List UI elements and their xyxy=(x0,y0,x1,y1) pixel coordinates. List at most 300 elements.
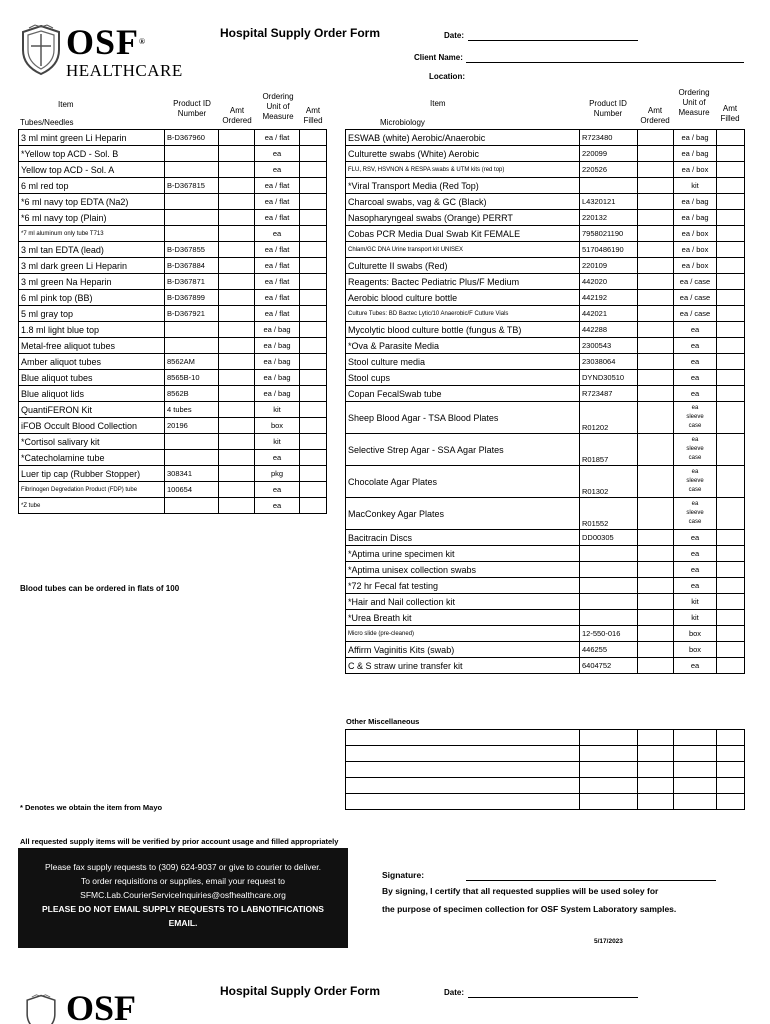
product-id: 220099 xyxy=(580,146,638,162)
unit-of-measure: box xyxy=(255,418,300,434)
unit-of-measure: ea / box xyxy=(674,226,717,242)
amt-filled-cell[interactable] xyxy=(300,482,327,498)
unit-of-measure: ea xyxy=(674,658,717,674)
email-address: SFMC.Lab.CourierServiceInquiries@osfhealthcare.org xyxy=(80,890,286,900)
date-field[interactable] xyxy=(468,40,638,41)
misc-cell[interactable] xyxy=(346,730,580,746)
product-id xyxy=(580,562,638,578)
product-id: 442288 xyxy=(580,322,638,338)
misc-cell[interactable] xyxy=(638,794,674,810)
micro-row xyxy=(346,578,745,594)
item-name: 1.8 ml light blue top xyxy=(19,322,165,338)
signature-field[interactable] xyxy=(466,880,716,881)
amt-filled-cell[interactable] xyxy=(300,450,327,466)
misc-cell[interactable] xyxy=(580,730,638,746)
amt-filled-cell[interactable] xyxy=(717,210,745,226)
product-id: L4320121 xyxy=(580,194,638,210)
amt-ordered-cell[interactable] xyxy=(219,402,255,418)
location-label: Location: xyxy=(429,72,465,81)
amt-filled-cell[interactable] xyxy=(717,498,745,530)
amt-filled-cell[interactable] xyxy=(717,290,745,306)
product-id: DYND30510 xyxy=(580,370,638,386)
unit-of-measure: ea / case xyxy=(674,306,717,322)
unit-of-measure: ea xyxy=(255,226,300,242)
tubes-row xyxy=(19,482,327,498)
tubes-row xyxy=(19,146,327,162)
item-name: *Yellow top ACD - Sol. B xyxy=(19,146,165,162)
amt-ordered-cell[interactable] xyxy=(638,322,674,338)
amt-ordered-cell[interactable] xyxy=(219,322,255,338)
amt-filled-cell[interactable] xyxy=(300,402,327,418)
amt-filled-cell[interactable] xyxy=(717,274,745,290)
amt-filled-cell[interactable] xyxy=(300,354,327,370)
amt-ordered-cell[interactable] xyxy=(638,194,674,210)
tubes-row xyxy=(19,386,327,402)
unit-of-measure: ea xyxy=(255,482,300,498)
misc-row xyxy=(346,730,745,746)
amt-ordered-cell[interactable] xyxy=(219,210,255,226)
item-name: 6 ml pink top (BB) xyxy=(19,290,165,306)
unit-of-measure: ea / flat xyxy=(255,242,300,258)
amt-filled-cell[interactable] xyxy=(717,178,745,194)
item-name: Stool culture media xyxy=(346,354,580,370)
misc-cell[interactable] xyxy=(346,746,580,762)
unit-of-measure: ea xyxy=(674,530,717,546)
unit-of-measure: ea / bag xyxy=(255,338,300,354)
right-header-item: Item xyxy=(430,99,446,108)
unit-of-measure: ea / bag xyxy=(674,146,717,162)
footer-logo xyxy=(20,990,160,1024)
product-id: 220132 xyxy=(580,210,638,226)
unit-of-measure: ea xyxy=(674,546,717,562)
tubes-row xyxy=(19,290,327,306)
product-id xyxy=(580,578,638,594)
unit-of-measure: ea xyxy=(674,562,717,578)
product-id: 442192 xyxy=(580,290,638,306)
amt-filled-cell[interactable] xyxy=(300,242,327,258)
misc-cell[interactable] xyxy=(580,762,638,778)
item-name: Cobas PCR Media Dual Swab Kit FEMALE xyxy=(346,226,580,242)
item-name: *Cortisol salivary kit xyxy=(19,434,165,450)
amt-filled-cell[interactable] xyxy=(717,386,745,402)
product-id: 308341 xyxy=(165,466,219,482)
item-name: Yellow top ACD - Sol. A xyxy=(19,162,165,178)
amt-ordered-cell[interactable] xyxy=(638,178,674,194)
amt-ordered-cell[interactable] xyxy=(219,498,255,514)
item-name: Nasopharyngeal swabs (Orange) PERRT xyxy=(346,210,580,226)
tubes-row xyxy=(19,242,327,258)
footer-shield-icon xyxy=(20,994,62,1024)
amt-filled-cell[interactable] xyxy=(717,466,745,498)
unit-of-measure: ea xyxy=(255,162,300,178)
fax-line: Please fax supply requests to (309) 624-9037 or give to courier to deliver. xyxy=(45,862,321,872)
amt-filled-cell[interactable] xyxy=(717,194,745,210)
product-id: DD00305 xyxy=(580,530,638,546)
unit-of-measure: kit xyxy=(674,178,717,194)
item-name: *Urea Breath kit xyxy=(346,610,580,626)
amt-ordered-cell[interactable] xyxy=(638,338,674,354)
product-id xyxy=(165,194,219,210)
unit-of-measure: ea / box xyxy=(674,162,717,178)
amt-ordered-cell[interactable] xyxy=(219,226,255,242)
tubes-row xyxy=(19,434,327,450)
unit-of-measure: ea / flat xyxy=(255,290,300,306)
misc-cell[interactable] xyxy=(717,794,745,810)
amt-ordered-cell[interactable] xyxy=(638,610,674,626)
product-id xyxy=(580,594,638,610)
amt-ordered-cell[interactable] xyxy=(638,594,674,610)
item-name: Charcoal swabs, vag & GC (Black) xyxy=(346,194,580,210)
amt-filled-cell[interactable] xyxy=(300,434,327,450)
amt-filled-cell[interactable] xyxy=(717,258,745,274)
right-section-microbiology: Microbiology xyxy=(380,118,425,127)
footer-date-field[interactable] xyxy=(468,997,638,998)
item-name: *Aptima urine specimen kit xyxy=(346,546,580,562)
amt-filled-cell[interactable] xyxy=(300,338,327,354)
left-header-product-id: Product ID Number xyxy=(173,99,211,118)
misc-row xyxy=(346,762,745,778)
amt-ordered-cell[interactable] xyxy=(638,434,674,466)
tubes-row xyxy=(19,418,327,434)
misc-cell[interactable] xyxy=(717,778,745,794)
unit-of-measure: ea xyxy=(674,370,717,386)
amt-filled-cell[interactable] xyxy=(300,274,327,290)
amt-filled-cell[interactable] xyxy=(717,242,745,258)
amt-filled-cell[interactable] xyxy=(300,498,327,514)
unit-of-measure: ea xyxy=(255,450,300,466)
amt-ordered-cell[interactable] xyxy=(638,306,674,322)
misc-cell[interactable] xyxy=(346,794,580,810)
client-name-field[interactable] xyxy=(466,62,744,63)
product-id: 5170486190 xyxy=(580,242,638,258)
amt-filled-cell[interactable] xyxy=(717,530,745,546)
product-id xyxy=(165,434,219,450)
product-id: B-D367921 xyxy=(165,306,219,322)
misc-row xyxy=(346,794,745,810)
item-name: ESWAB (white) Aerobic/Anaerobic xyxy=(346,130,580,146)
micro-row xyxy=(346,322,745,338)
amt-ordered-cell[interactable] xyxy=(219,482,255,498)
amt-ordered-cell[interactable] xyxy=(638,210,674,226)
product-id: R01857 xyxy=(580,434,638,466)
tubes-row xyxy=(19,466,327,482)
form-title: Hospital Supply Order Form xyxy=(220,26,381,40)
amt-ordered-cell[interactable] xyxy=(638,658,674,674)
amt-ordered-cell[interactable] xyxy=(219,370,255,386)
tubes-row xyxy=(19,354,327,370)
misc-cell[interactable] xyxy=(638,778,674,794)
amt-ordered-cell[interactable] xyxy=(638,162,674,178)
product-id: 220109 xyxy=(580,258,638,274)
misc-cell[interactable] xyxy=(346,762,580,778)
signature-label: Signature: xyxy=(382,870,425,880)
amt-ordered-cell[interactable] xyxy=(219,338,255,354)
product-id: 12-550-016 xyxy=(580,626,638,642)
tubes-row xyxy=(19,274,327,290)
item-name: QuantiFERON Kit xyxy=(19,402,165,418)
amt-filled-cell[interactable] xyxy=(300,130,327,146)
left-header-item: Item xyxy=(58,100,74,109)
item-name: *72 hr Fecal fat testing xyxy=(346,578,580,594)
amt-filled-cell[interactable] xyxy=(717,434,745,466)
product-id: B-D367960 xyxy=(165,130,219,146)
product-id: 20196 xyxy=(165,418,219,434)
amt-ordered-cell[interactable] xyxy=(638,354,674,370)
amt-filled-cell[interactable] xyxy=(717,546,745,562)
amt-ordered-cell[interactable] xyxy=(638,386,674,402)
micro-row xyxy=(346,530,745,546)
product-id xyxy=(165,322,219,338)
product-id: 8562AM xyxy=(165,354,219,370)
amt-ordered-cell[interactable] xyxy=(219,178,255,194)
item-name: Mycolytic blood culture bottle (fungus & TB) xyxy=(346,322,580,338)
footer-date-label: Date: xyxy=(444,988,465,997)
unit-of-measure: ea / bag xyxy=(255,370,300,386)
left-header-amt-ordered: Amt Ordered xyxy=(222,106,252,125)
item-name: *6 ml navy top EDTA (Na2) xyxy=(19,194,165,210)
amt-filled-cell[interactable] xyxy=(717,626,745,642)
amt-ordered-cell[interactable] xyxy=(219,194,255,210)
amt-filled-cell[interactable] xyxy=(300,306,327,322)
amt-filled-cell[interactable] xyxy=(717,658,745,674)
logo-subtext: HEALTHCARE xyxy=(66,61,183,80)
amt-ordered-cell[interactable] xyxy=(638,242,674,258)
amt-filled-cell[interactable] xyxy=(300,258,327,274)
item-name: *6 ml navy top (Plain) xyxy=(19,210,165,226)
unit-of-measure: kit xyxy=(255,434,300,450)
amt-ordered-cell[interactable] xyxy=(219,146,255,162)
misc-cell[interactable] xyxy=(638,746,674,762)
amt-filled-cell[interactable] xyxy=(300,146,327,162)
amt-filled-cell[interactable] xyxy=(717,322,745,338)
unit-of-measure: ea / bag xyxy=(674,194,717,210)
misc-cell[interactable] xyxy=(674,762,717,778)
product-id: R723480 xyxy=(580,130,638,146)
amt-filled-cell[interactable] xyxy=(300,178,327,194)
item-name: 3 ml tan EDTA (lead) xyxy=(19,242,165,258)
amt-filled-cell[interactable] xyxy=(300,226,327,242)
unit-of-measure: ea / bag xyxy=(255,322,300,338)
unit-of-measure: ea / case xyxy=(674,274,717,290)
amt-ordered-cell[interactable] xyxy=(219,354,255,370)
unit-of-measure: kit xyxy=(255,402,300,418)
amt-ordered-cell[interactable] xyxy=(219,274,255,290)
amt-ordered-cell[interactable] xyxy=(638,370,674,386)
product-id: B-D367855 xyxy=(165,242,219,258)
amt-ordered-cell[interactable] xyxy=(638,530,674,546)
item-name: Blue aliquot lids xyxy=(19,386,165,402)
date-label: Date: xyxy=(444,31,465,40)
amt-ordered-cell[interactable] xyxy=(638,562,674,578)
amt-ordered-cell[interactable] xyxy=(219,418,255,434)
amt-filled-cell[interactable] xyxy=(300,290,327,306)
misc-cell[interactable] xyxy=(674,794,717,810)
unit-of-measure: ea / bag xyxy=(255,386,300,402)
amt-ordered-cell[interactable] xyxy=(638,226,674,242)
email-instructions: To order requisitions or supplies, email your request to xyxy=(80,876,286,886)
amt-filled-cell[interactable] xyxy=(717,226,745,242)
micro-row xyxy=(346,306,745,322)
misc-cell[interactable] xyxy=(580,794,638,810)
amt-filled-cell[interactable] xyxy=(717,562,745,578)
item-name: Culturette II swabs (Red) xyxy=(346,258,580,274)
unit-of-measure: ea / bag xyxy=(674,210,717,226)
amt-ordered-cell[interactable] xyxy=(219,434,255,450)
amt-filled-cell[interactable] xyxy=(717,146,745,162)
amt-ordered-cell[interactable] xyxy=(638,130,674,146)
misc-cell[interactable] xyxy=(674,778,717,794)
tubes-row xyxy=(19,370,327,386)
unit-of-measure: ea sleeve case xyxy=(674,498,717,530)
amt-ordered-cell[interactable] xyxy=(219,258,255,274)
item-name: 3 ml mint green Li Heparin xyxy=(19,130,165,146)
misc-cell[interactable] xyxy=(717,730,745,746)
amt-ordered-cell[interactable] xyxy=(638,546,674,562)
item-name: iFOB Occult Blood Collection xyxy=(19,418,165,434)
product-id: R01302 xyxy=(580,466,638,498)
micro-row xyxy=(346,466,745,498)
tubes-needles-table xyxy=(18,129,327,514)
product-id: 8562B xyxy=(165,386,219,402)
amt-filled-cell[interactable] xyxy=(300,194,327,210)
unit-of-measure: ea / flat xyxy=(255,306,300,322)
amt-ordered-cell[interactable] xyxy=(219,386,255,402)
misc-row xyxy=(346,746,745,762)
product-id: B-D367871 xyxy=(165,274,219,290)
product-id xyxy=(580,610,638,626)
amt-ordered-cell[interactable] xyxy=(219,306,255,322)
amt-filled-cell[interactable] xyxy=(717,306,745,322)
amt-ordered-cell[interactable] xyxy=(219,290,255,306)
product-id xyxy=(580,546,638,562)
item-name: Affirm Vaginitis Kits (swab) xyxy=(346,642,580,658)
product-id: 442020 xyxy=(580,274,638,290)
amt-filled-cell[interactable] xyxy=(717,354,745,370)
revision-date: 5/17/2023 xyxy=(594,938,623,945)
amt-ordered-cell[interactable] xyxy=(219,466,255,482)
item-name: Reagents: Bactec Pediatric Plus/F Medium xyxy=(346,274,580,290)
tubes-row xyxy=(19,130,327,146)
item-name: *Viral Transport Media (Red Top) xyxy=(346,178,580,194)
tubes-row xyxy=(19,210,327,226)
micro-row xyxy=(346,290,745,306)
item-name: Selective Strep Agar - SSA Agar Plates xyxy=(346,434,580,466)
warning-line: PLEASE DO NOT EMAIL SUPPLY REQUESTS TO LABNOTIFICATIONS xyxy=(42,904,324,914)
right-header-product-id: Product ID Number xyxy=(589,99,627,118)
product-id: 8565B-10 xyxy=(165,370,219,386)
item-name: Copan FecalSwab tube xyxy=(346,386,580,402)
amt-ordered-cell[interactable] xyxy=(638,274,674,290)
micro-row xyxy=(346,194,745,210)
micro-row xyxy=(346,610,745,626)
amt-filled-cell[interactable] xyxy=(717,402,745,434)
amt-filled-cell[interactable] xyxy=(717,338,745,354)
item-name: Chlam/GC DNA Urine transport kit UNISEX xyxy=(346,242,580,258)
amt-ordered-cell[interactable] xyxy=(219,130,255,146)
certify-line-2: the purpose of specimen collection for OSF System Laboratory samples. xyxy=(382,904,677,914)
logo-text: OSF® xyxy=(66,22,146,62)
left-header-amt-filled: Amt Filled xyxy=(303,106,323,125)
product-id: 7958021190 xyxy=(580,226,638,242)
amt-filled-cell[interactable] xyxy=(300,418,327,434)
micro-row xyxy=(346,562,745,578)
amt-filled-cell[interactable] xyxy=(300,370,327,386)
amt-filled-cell[interactable] xyxy=(300,466,327,482)
unit-of-measure: ea xyxy=(674,386,717,402)
mayo-note: * Denotes we obtain the item from Mayo xyxy=(20,803,163,812)
misc-cell[interactable] xyxy=(580,778,638,794)
item-name: Chocolate Agar Plates xyxy=(346,466,580,498)
amt-ordered-cell[interactable] xyxy=(638,146,674,162)
micro-row xyxy=(346,226,745,242)
amt-filled-cell[interactable] xyxy=(717,370,745,386)
unit-of-measure: box xyxy=(674,642,717,658)
product-id xyxy=(165,146,219,162)
product-id: B-D367815 xyxy=(165,178,219,194)
amt-ordered-cell[interactable] xyxy=(638,290,674,306)
product-id xyxy=(165,210,219,226)
misc-cell[interactable] xyxy=(638,762,674,778)
amt-filled-cell[interactable] xyxy=(300,210,327,226)
micro-row xyxy=(346,626,745,642)
unit-of-measure: ea / bag xyxy=(255,354,300,370)
unit-of-measure: ea xyxy=(255,146,300,162)
certify-line-1: By signing, I certify that all requested supplies will be used soley for xyxy=(382,886,659,896)
amt-ordered-cell[interactable] xyxy=(638,258,674,274)
amt-ordered-cell[interactable] xyxy=(219,162,255,178)
amt-ordered-cell[interactable] xyxy=(219,242,255,258)
amt-filled-cell[interactable] xyxy=(717,578,745,594)
amt-filled-cell[interactable] xyxy=(300,322,327,338)
product-id: B-D367899 xyxy=(165,290,219,306)
misc-cell[interactable] xyxy=(346,778,580,794)
micro-row xyxy=(346,162,745,178)
unit-of-measure: box xyxy=(674,626,717,642)
micro-row xyxy=(346,178,745,194)
amt-filled-cell[interactable] xyxy=(717,130,745,146)
amt-ordered-cell[interactable] xyxy=(638,402,674,434)
item-name: Culture Tubes: BD Bactec Lytic/10 Anaerobic/F Cutlure Vials xyxy=(346,306,580,322)
misc-cell[interactable] xyxy=(638,730,674,746)
misc-cell[interactable] xyxy=(674,730,717,746)
unit-of-measure: ea / box xyxy=(674,242,717,258)
microbiology-table xyxy=(345,129,745,674)
misc-cell[interactable] xyxy=(580,746,638,762)
unit-of-measure: pkg xyxy=(255,466,300,482)
product-id: 23038064 xyxy=(580,354,638,370)
amt-filled-cell[interactable] xyxy=(300,386,327,402)
product-id xyxy=(165,498,219,514)
misc-cell[interactable] xyxy=(674,746,717,762)
amt-ordered-cell[interactable] xyxy=(638,642,674,658)
amt-ordered-cell[interactable] xyxy=(219,450,255,466)
misc-cell[interactable] xyxy=(717,746,745,762)
amt-ordered-cell[interactable] xyxy=(638,466,674,498)
amt-filled-cell[interactable] xyxy=(717,162,745,178)
amt-ordered-cell[interactable] xyxy=(638,498,674,530)
amt-ordered-cell[interactable] xyxy=(638,578,674,594)
amt-filled-cell[interactable] xyxy=(717,594,745,610)
item-name: Micro slide (pre-cleaned) xyxy=(346,626,580,642)
misc-cell[interactable] xyxy=(717,762,745,778)
unit-of-measure: ea sleeve case xyxy=(674,466,717,498)
amt-ordered-cell[interactable] xyxy=(638,626,674,642)
amt-filled-cell[interactable] xyxy=(717,642,745,658)
amt-filled-cell[interactable] xyxy=(717,610,745,626)
item-name: 3 ml green Na Heparin xyxy=(19,274,165,290)
blood-tubes-note: Blood tubes can be ordered in flats of 100 xyxy=(20,584,180,593)
amt-filled-cell[interactable] xyxy=(300,162,327,178)
